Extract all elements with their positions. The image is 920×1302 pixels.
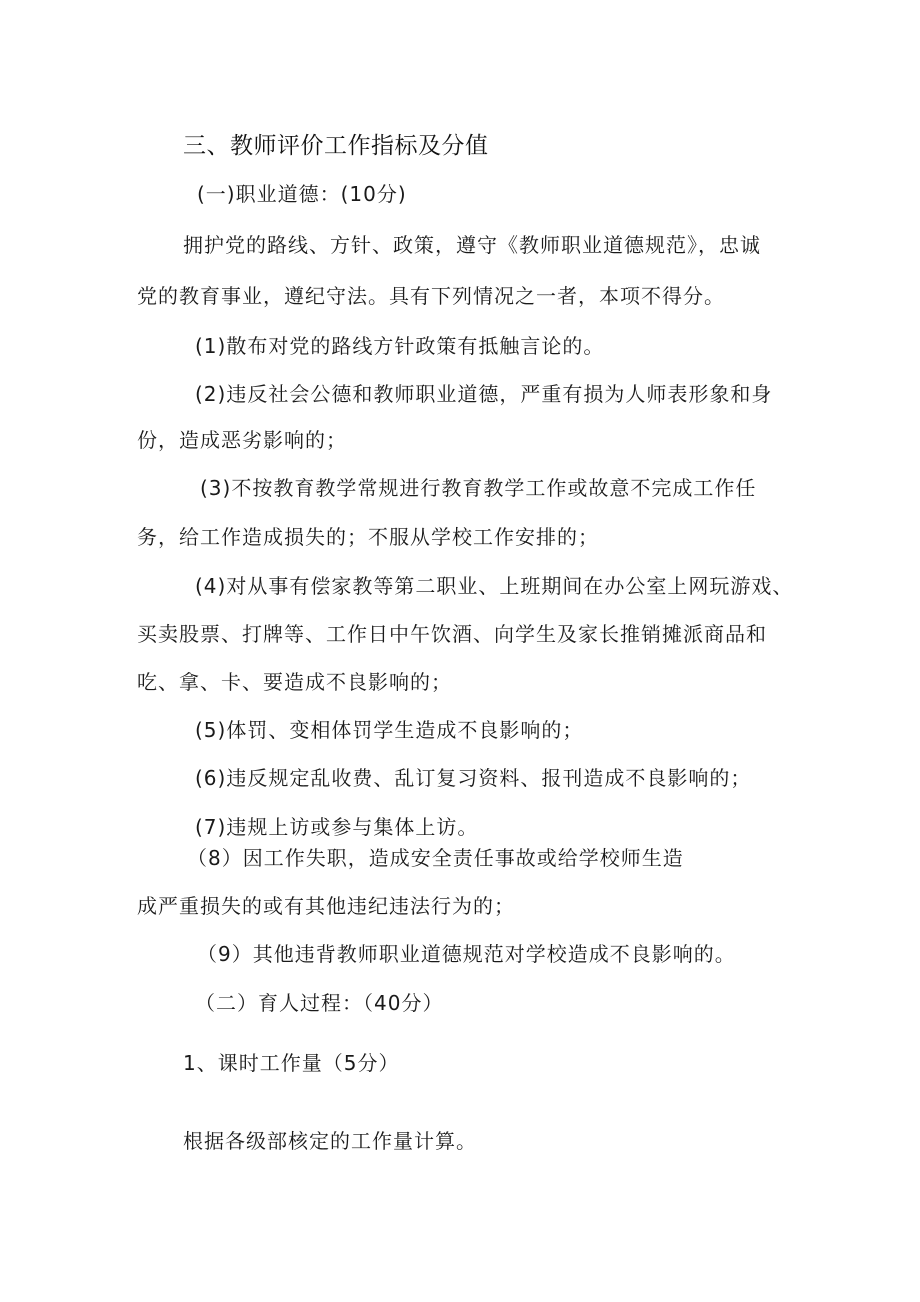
- item-8-line2: 成严重损失的或有其他违纪违法行为的；: [137, 894, 515, 918]
- section1-header: (一)职业道德：(10分): [197, 182, 407, 206]
- item-9-line1: （9）其他违背教师职业道德规范对学校造成不良影响的。: [197, 942, 736, 966]
- item-4-line2: 买卖股票、打牌等、工作日中午饮酒、向学生及家长推销摊派商品和: [137, 622, 767, 646]
- item-2-line2: 份，造成恶劣影响的；: [137, 428, 347, 452]
- item-5-line1: (5)体罚、变相体罚学生造成不良影响的；: [195, 718, 584, 742]
- section2-sub1-text: 根据各级部核定的工作量计算。: [183, 1129, 477, 1153]
- item-1-line1: (1)散布对党的路线方针政策有抵触言论的。: [195, 334, 605, 358]
- item-4-line3: 吃、拿、卡、要造成不良影响的；: [137, 670, 452, 694]
- item-4-line1: (4)对从事有偿家教等第二职业、上班期间在办公室上网玩游戏、: [195, 574, 794, 598]
- section-heading: 三、教师评价工作指标及分值: [183, 133, 489, 159]
- item-8-line1: （8）因工作失职，造成安全责任事故或给学校师生造: [187, 846, 684, 870]
- item-3-line1: (3)不按教育教学常规进行教育教学工作或故意不完成工作任: [200, 476, 757, 500]
- item-3-line2: 务，给工作造成损失的；不服从学校工作安排的；: [137, 525, 599, 549]
- item-2-line1: (2)违反社会公德和教师职业道德，严重有损为人师表形象和身: [195, 382, 773, 406]
- section2-header: （二）育人过程：（40分）: [195, 991, 444, 1015]
- item-6-line1: (6)违反规定乱收费、乱订复习资料、报刊造成不良影响的；: [195, 766, 752, 790]
- section2-sub1-title: 1、课时工作量（5分）: [183, 1051, 400, 1075]
- section1-intro-line1: 拥护党的路线、方针、政策，遵守《教师职业道德规范》，忠诚: [183, 233, 761, 257]
- section1-intro-line2: 党的教育事业，遵纪守法。具有下列情况之一者，本项不得分。: [137, 284, 725, 308]
- item-7-line1: (7)违规上访或参与集体上访。: [195, 815, 479, 839]
